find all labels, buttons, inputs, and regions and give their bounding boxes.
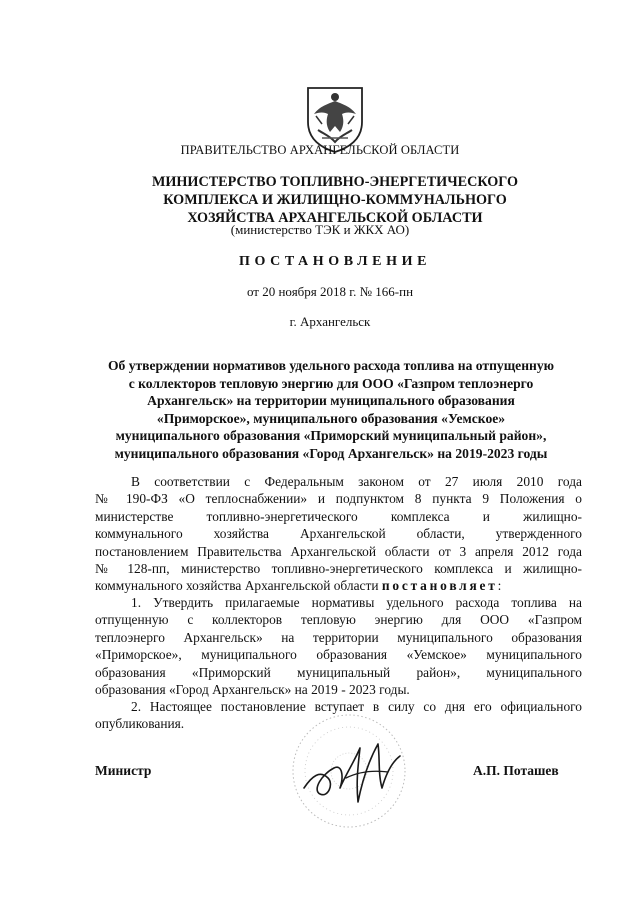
text-line: 2. Настоящее постановление вступает в силу со дня его официального — [131, 699, 582, 714]
subject-line: «Приморское», муниципального образования «Уемское» — [156, 410, 506, 426]
text-line: 1. Утвердить прилагаемые нормативы удельного расхода топлива на — [131, 595, 582, 610]
ministry-name — [60, 173, 610, 227]
ministry-line: КОМПЛЕКСА И ЖИЛИЩНО-КОММУНАЛЬНОГО — [163, 192, 507, 208]
ministry-line: МИНИСТЕРСТВО ТОПЛИВНО-ЭНЕРГЕТИЧЕСКОГО — [151, 174, 519, 190]
subject-line: Об утверждении нормативов удельного расхода топлива на отпущенную — [107, 358, 555, 373]
document-city: г. Архангельск — [289, 314, 371, 329]
subject-line: Архангельск» на территории муниципального образования — [147, 393, 515, 408]
resolution-word: постановляет — [381, 578, 498, 594]
text-line: министерстве топливно-энергетического комплекса и жилищно- — [95, 508, 582, 524]
text-line: образования «Приморский муниципальный район», муниципального — [95, 664, 582, 680]
signatory-title: Министр — [95, 763, 152, 778]
document-date-number: от 20 ноября 2018 г. № 166-пн — [246, 284, 414, 299]
text-line: коммунального хозяйства Архангельской области, утвержденного — [95, 526, 582, 542]
text-line: коммунального хозяйства Архангельской области постановляет: — [95, 578, 502, 594]
government-name: ПРАВИТЕЛЬСТВО АРХАНГЕЛЬСКОЙ ОБЛАСТИ — [180, 143, 460, 157]
signature-icon — [298, 718, 412, 818]
text-line: теплоэнерго Архангельск» на территории муниципального образования — [95, 629, 582, 645]
ministry-abbreviation: (министерство ТЭК и ЖКХ АО) — [230, 222, 410, 237]
document-subject — [80, 357, 582, 462]
text-line: В соответствии с Федеральным законом от 27 июля 2010 года — [131, 474, 582, 489]
text-fragment: коммунального хозяйства Архангельской области — [95, 578, 379, 594]
paragraph-item-1 — [95, 594, 582, 698]
text-line: «Приморское», муниципального образования «Уемское» муниципального — [95, 647, 582, 663]
text-line: опубликования. — [95, 716, 185, 732]
text-line: постановлением Правительства Архангельской области от 3 апреля 2012 года — [95, 543, 582, 559]
paragraph-preamble — [95, 473, 582, 595]
subject-line: муниципального образования «Город Архангельск» на 2019-2023 годы — [114, 445, 548, 461]
signatory-name: А.П. Поташев — [473, 763, 559, 778]
ministry-line: ХОЗЯЙСТВА АРХАНГЕЛЬСКОЙ ОБЛАСТИ — [187, 210, 483, 226]
subject-line: муниципального образования «Приморский муниципальный район», — [115, 428, 547, 443]
text-line: отпущенную с коллекторов тепловую энергию для ООО «Газпром — [95, 612, 582, 628]
subject-line: с коллекторов тепловую энергию для ООО «Газпром теплоэнерго — [128, 375, 534, 391]
document-type: ПОСТАНОВЛЕНИЕ — [238, 254, 432, 269]
text-line: № 190-ФЗ «О теплоснабжении» и подпунктом 8 пункта 9 Положения о — [95, 491, 582, 507]
text-line: образования «Город Архангельск» на 2019 - 2023 годы. — [95, 681, 410, 697]
text-line: № 128-пп, министерство топливно-энергетического комплекса и жилищно- — [95, 560, 582, 576]
